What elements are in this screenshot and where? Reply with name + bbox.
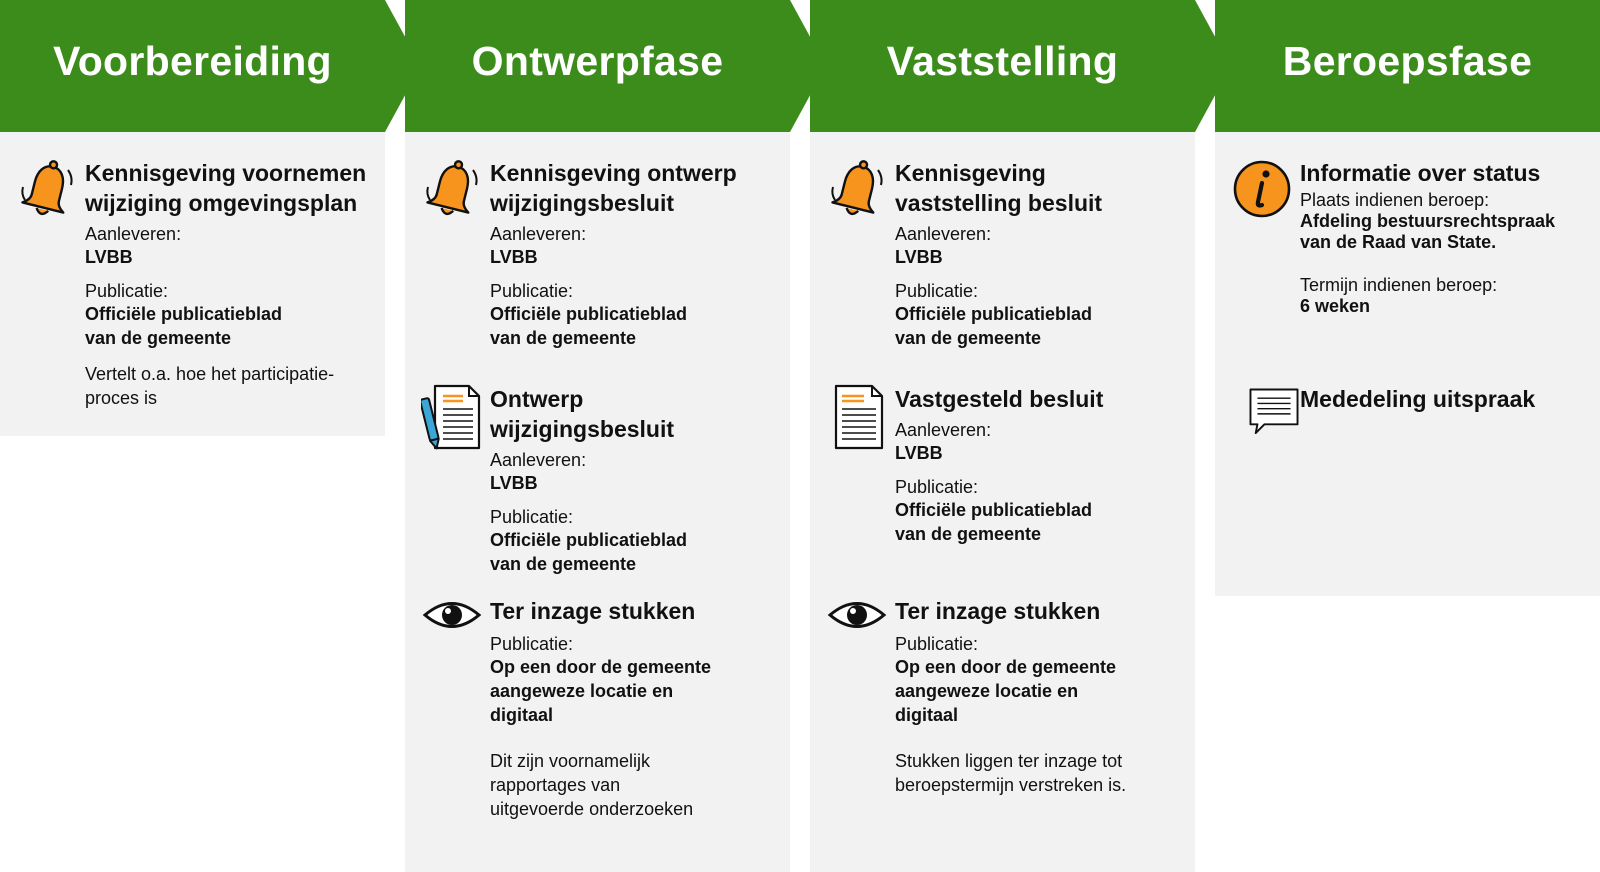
aanleveren-label: Aanleveren: [490,450,587,470]
item-title: wijziging omgevingsplan [85,190,358,216]
item-title: Kennisgeving [895,160,1046,186]
phase-title: Ontwerpfase [471,38,724,84]
publicatie-value: Officiële publicatieblad [895,500,1093,520]
item-note: uitgevoerde onderzoeken [490,799,694,819]
phase-header [810,0,1195,132]
publicatie-label: Publicatie: [490,634,574,654]
document-pen-icon [421,384,483,450]
phase-panel [405,132,790,872]
item-note: Stukken liggen ter inzage tot [895,751,1123,771]
phase-voorbereiding [0,0,385,408]
item-note: beroepstermijn verstreken is. [895,775,1127,795]
aanleveren-value: LVBB [490,473,538,493]
termijn-value: 6 weken [1300,296,1371,316]
publicatie-value: aangeweze locatie en [895,681,1079,701]
eye-icon [421,582,483,648]
publicatie-label: Publicatie: [895,634,979,654]
eye-icon [826,582,888,648]
item-note: Dit zijn voornamelijk [490,751,651,771]
aanleveren-value: LVBB [895,443,943,463]
publicatie-value: van de gemeente [85,328,232,348]
phase-panel [1215,132,1600,596]
phase-title: Voorbereiding [53,38,332,84]
item-title: Mededeling uitspraak [1300,386,1536,412]
item-title: vaststelling besluit [895,190,1103,216]
phase-panel [810,132,1195,872]
aanleveren-value: LVBB [85,247,133,267]
publicatie-value: van de gemeente [895,524,1042,544]
publicatie-value: Officiële publicatieblad [85,304,283,324]
item-title: Ontwerp [490,386,584,412]
phase-title: Vaststelling [886,38,1119,84]
bell-icon [421,158,483,224]
publicatie-label: Publicatie: [490,281,574,301]
plaats-value: van de Raad van State. [1300,232,1497,252]
info-icon [1231,158,1293,224]
phase-ontwerpfase [405,0,790,819]
termijn-label: Termijn indienen beroep: [1300,275,1498,295]
phase-header [405,0,790,132]
publicatie-value: Op een door de gemeente [490,657,712,677]
publicatie-label: Publicatie: [895,477,979,497]
item-title: wijzigingsbesluit [490,416,675,442]
item-title: Vastgesteld besluit [895,386,1104,412]
item-note: Vertelt o.a. hoe het participatie- [85,364,335,384]
publicatie-value: Op een door de gemeente [895,657,1117,677]
phase-beroepsfase [1215,0,1600,412]
item-title: Kennisgeving ontwerp [490,160,737,186]
phase-panel [0,132,385,436]
phase-vaststelling [810,0,1195,795]
publicatie-value: Officiële publicatieblad [895,304,1093,324]
aanleveren-label: Aanleveren: [895,224,992,244]
chevron-right-icon [1185,0,1231,132]
item-title: Ter inzage stukken [895,598,1101,624]
publicatie-value: Officiële publicatieblad [490,530,688,550]
publicatie-value: digitaal [895,705,959,725]
document-icon [826,384,888,450]
plaats-label: Plaats indienen beroep: [1300,190,1490,210]
publicatie-value: Officiële publicatieblad [490,304,688,324]
aanleveren-label: Aanleveren: [490,224,587,244]
speech-bubble-icon [1247,384,1301,442]
item-title: Informatie over status [1300,160,1541,186]
chevron-right-icon [375,0,421,132]
item-title: Kennisgeving voornemen [85,160,367,186]
aanleveren-label: Aanleveren: [85,224,182,244]
publicatie-value: van de gemeente [490,328,637,348]
publicatie-value: van de gemeente [895,328,1042,348]
publicatie-label: Publicatie: [490,507,574,527]
aanleveren-value: LVBB [490,247,538,267]
publicatie-label: Publicatie: [895,281,979,301]
item-title: Ter inzage stukken [490,598,696,624]
phase-title: Beroepsfase [1282,38,1533,84]
phase-header [0,0,385,132]
publicatie-label: Publicatie: [85,281,169,301]
publicatie-value: aangeweze locatie en [490,681,674,701]
bell-icon [826,158,888,224]
phase-header [1215,0,1600,132]
aanleveren-label: Aanleveren: [895,420,992,440]
bell-icon [16,158,78,224]
item-title: wijzigingsbesluit [490,190,675,216]
item-note: proces is [85,388,158,408]
publicatie-value: van de gemeente [490,554,637,574]
item-note: rapportages van [490,775,621,795]
chevron-right-icon [780,0,826,132]
aanleveren-value: LVBB [895,247,943,267]
plaats-value: Afdeling bestuursrechtspraak [1300,211,1556,231]
publicatie-value: digitaal [490,705,554,725]
